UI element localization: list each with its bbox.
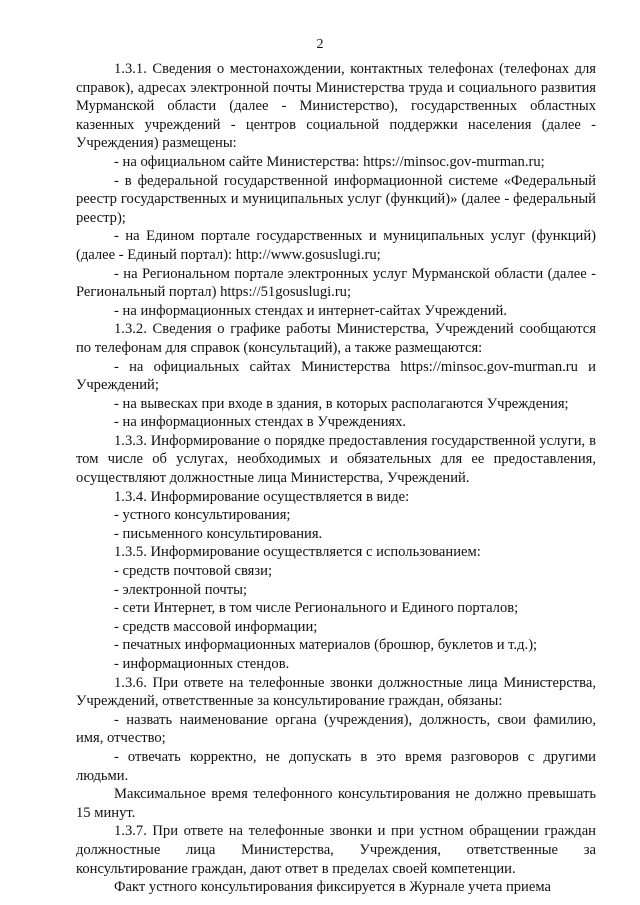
list-item: - электронной почты; — [114, 581, 247, 598]
list-item: - на информационных стендах и интернет-сайтах Учреждений. — [114, 302, 507, 319]
paragraph-1-3-1: 1.3.1. Сведения о местонахождении, контактных телефонах (телефонах для справок), адресах электронной почты Министерства труда и социального развития Мурманской области (далее - Министерство), государственных областных казенных учреждений - центров социальной поддержки населения (далее - Учреждения) размещены: — [76, 61, 596, 152]
list-item: - в федеральной государственной информационной системе «Федеральный реестр государственных и муниципальных услуг (функций)» (далее - федеральный реестр); — [76, 172, 596, 226]
paragraph-fact: Факт устного консультирования фиксируется в Журнале учета приема — [114, 879, 551, 896]
list-item: - отвечать корректно, не допускать в это время разговоров с другими людьми. — [76, 748, 596, 784]
list-item: - письменного консультирования. — [114, 525, 323, 542]
list-item: - средств массовой информации; — [114, 618, 318, 635]
list-item: - на Едином портале государственных и муниципальных услуг (функций) (далее - Единый портал): http://www.gosuslugi.ru; — [76, 228, 596, 263]
document-body — [76, 60, 596, 897]
paragraph-1-3-2: 1.3.2. Сведения о графике работы Министерства, Учреждений сообщаются по телефонам для справок (консультаций), а также размещаются: — [76, 321, 596, 356]
list-item: - информационных стендов. — [114, 656, 290, 672]
list-item: - на Региональном портале электронных услуг Мурманской области (далее - Региональный портал) https://51gosuslugi.ru; — [76, 265, 596, 301]
list-item: - на информационных стендах в Учреждениях. — [114, 414, 407, 431]
paragraph-max-time: Максимальное время телефонного консультирования не должно превышать 15 минут. — [76, 786, 596, 821]
paragraph-1-3-5: 1.3.5. Информирование осуществляется с использованием: — [114, 544, 481, 561]
list-item: - на официальном сайте Министерства: https://minsoc.gov-murman.ru; — [114, 153, 545, 170]
page-number: 2 — [316, 37, 324, 52]
list-item: - сети Интернет, в том числе Регионального и Единого порталов; — [114, 600, 519, 617]
paragraph-1-3-6: 1.3.6. При ответе на телефонные звонки должностные лица Министерства, Учреждений, ответственные за консультирование граждан, обязаны: — [76, 674, 596, 710]
list-item: - устного консультирования; — [114, 507, 291, 524]
paragraph-1-3-7: 1.3.7. При ответе на телефонные звонки и при устном обращении граждан должностные лица Министерства, Учреждения, ответственные за консультирование граждан, дают ответ в пределах своей компетенции. — [76, 823, 596, 877]
list-item: - на официальных сайтах Министерства https://minsoc.gov-murman.ru и Учреждений; — [76, 358, 596, 394]
paragraph-1-3-3: 1.3.3. Информирование о порядке предоставления государственной услуги, в том числе об услугах, необходимых и обязательных для ее предоставления, осуществляют должностные лица Министерства, Учреждений. — [76, 432, 596, 487]
list-item: - назвать наименование органа (учреждения), должность, свои фамилию, имя, отчество; — [76, 711, 596, 747]
list-item: - средств почтовой связи; — [114, 563, 273, 580]
list-item: - на вывесках при входе в здания, в которых располагаются Учреждения; — [114, 395, 569, 412]
list-item: - печатных информационных материалов (брошюр, буклетов и т.д.); — [114, 637, 538, 654]
paragraph-1-3-4: 1.3.4. Информирование осуществляется в виде: — [114, 488, 410, 505]
